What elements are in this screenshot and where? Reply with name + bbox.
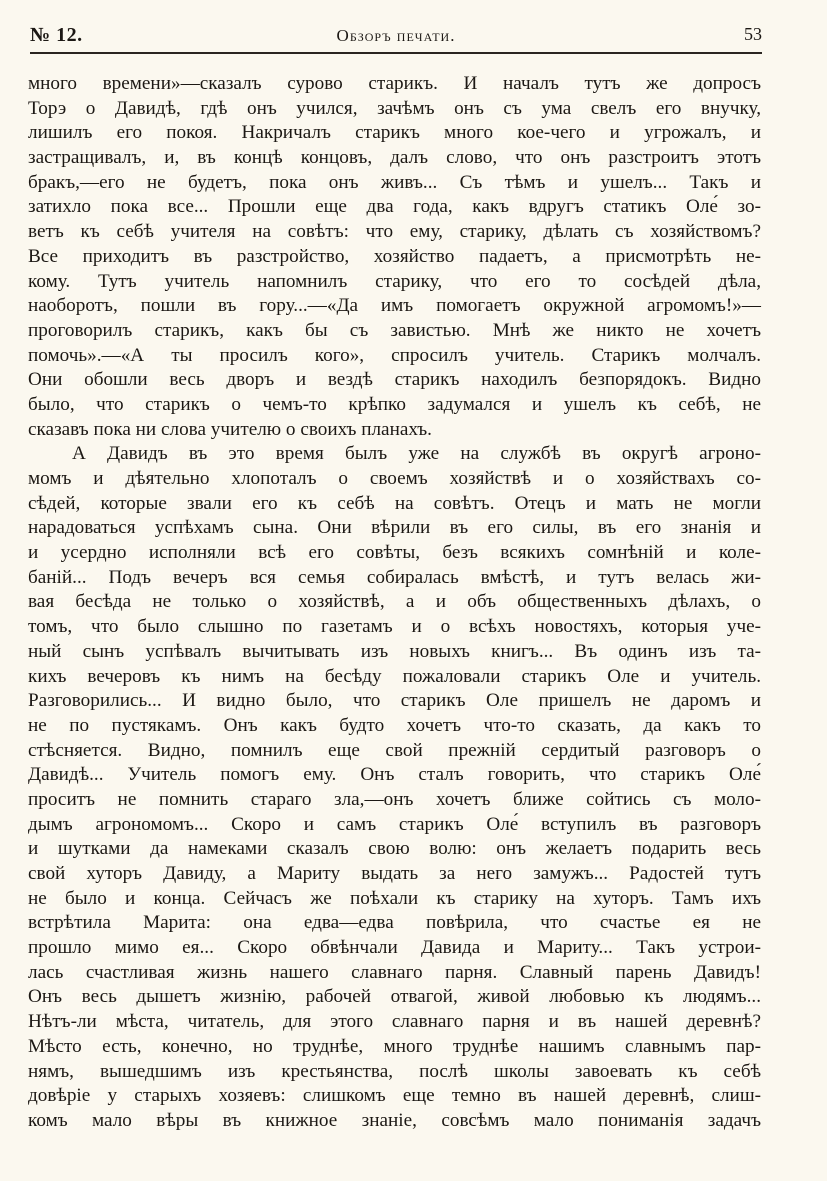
text-line: застращивалъ, и, въ концѣ концовъ, далъ слово, что онъ разстроитъ этотъ bbox=[28, 147, 761, 169]
text-line: Торэ о Давидѣ, гдѣ онъ учился, зачѣмъ онъ съ ума свелъ его внучку, bbox=[28, 97, 761, 119]
text-line: Мѣсто есть, конечно, но труднѣе, много труднѣе нашимъ славнымъ пар- bbox=[28, 1035, 761, 1057]
text-line: наоборотъ, пошли въ гору...—«Да имъ помогаетъ окружной агромомъ!»— bbox=[28, 295, 761, 317]
text-line: прошло мимо ея... Скоро обвѣнчали Давида и Мариту... Такъ устрои- bbox=[28, 937, 761, 959]
text-line: дымъ агрономомъ... Скоро и самъ старикъ Оле́ вступилъ въ разговоръ bbox=[28, 813, 761, 835]
text-line: и усердно исполняли всѣ его совѣты, безъ всякихъ сомнѣній и коле- bbox=[28, 542, 761, 564]
running-title: Обзоръ печати. bbox=[336, 26, 456, 45]
text-line: встрѣтила Марита: она едва—едва повѣрила, что счастье ея не bbox=[28, 912, 761, 934]
text-line: ный сынъ успѣвалъ вычитывать изъ новыхъ книгъ... Въ одинъ изъ та- bbox=[28, 640, 761, 662]
text-line: комъ мало вѣры въ книжное знаніе, совсѣмъ мало пониманія задачъ bbox=[28, 1109, 761, 1131]
text-line: вая бесѣда не только о хозяйствѣ, а и объ общественныхъ дѣлахъ, о bbox=[28, 591, 761, 613]
text-line: кихъ вечеровъ къ нимъ на бесѣду пожаловали старикъ Оле и учитель. bbox=[28, 665, 761, 687]
text-line: стѣсняется. Видно, помнилъ еще свой прежній сердитый разговоръ о bbox=[28, 739, 761, 761]
text-line: Нѣтъ-ли мѣста, читатель, для этого славнаго парня и въ нашей деревнѣ? bbox=[28, 1011, 761, 1033]
text-line: проговорилъ старикъ, какъ бы съ завистью. Мнѣ же никто не хочетъ bbox=[28, 319, 761, 341]
page-number: 53 bbox=[744, 24, 762, 44]
text-line: момъ и дѣятельно хлопоталъ о своемъ хозяйствѣ и о хозяйствахъ со- bbox=[28, 468, 761, 489]
text-line: Разговорились... И видно было, что старикъ Оле пришелъ не даромъ и bbox=[28, 690, 761, 712]
text-line: помочь».—«А ты просилъ кого», спросилъ учитель. Старикъ молчалъ. bbox=[28, 344, 761, 366]
text-line: проситъ не помнить стараго зла,—онъ хочетъ ближе сойтись съ моло- bbox=[28, 788, 761, 810]
text-line: Все приходитъ въ разстройство, хозяйство падаетъ, а присмотрѣть не- bbox=[28, 245, 761, 267]
text-line: томъ, что было слышно по газетамъ и о всѣхъ новостяхъ, которыя уче- bbox=[28, 616, 761, 638]
text-line: лась счастливая жизнь нашего славнаго парня. Славный парень Давидъ! bbox=[28, 961, 761, 983]
text-line: затихло пока все... Прошли еще два года, какъ вдругъ статикъ Оле́ зо- bbox=[28, 196, 761, 218]
body-text bbox=[28, 72, 761, 1134]
text-line: не по пустякамъ. Онъ какъ будто хочетъ что-то сказать, да какъ то bbox=[28, 714, 761, 736]
text-line: бракъ,—его не будетъ, пока онъ живъ... Съ тѣмъ и ушелъ... Такъ и bbox=[28, 171, 761, 193]
text-line: лишилъ его покоя. Накричалъ старикъ много кое-чего и угрожалъ, и bbox=[28, 122, 761, 144]
text-line: довѣріе у старыхъ хозяевъ: слишкомъ еще темно въ нашей деревнѣ, слиш- bbox=[28, 1085, 761, 1107]
text-line: ветъ къ себѣ учителя на совѣтъ: что ему, старику, дѣлать съ хозяйствомъ? bbox=[28, 221, 761, 243]
issue-number: № 12. bbox=[30, 24, 83, 46]
text-line: не было и конца. Сейчасъ же поѣхали къ старику на хуторъ. Тамъ ихъ bbox=[28, 887, 761, 909]
text-line: Давидѣ... Учитель помогъ ему. Онъ сталъ говорить, что старикъ Оле́ bbox=[28, 764, 761, 786]
text-line: нарадоваться успѣхамъ сына. Они вѣрили въ его силы, въ его знанія и bbox=[28, 517, 761, 539]
text-line: Онъ весь дышетъ жизнію, рабочей отвагой, живой любовью къ людямъ... bbox=[28, 986, 761, 1008]
text-line: свой хуторъ Давиду, а Мариту выдать за него замужъ... Радостей тутъ bbox=[28, 863, 761, 884]
page-header bbox=[30, 22, 762, 54]
text-line: сѣдей, которые звали его къ себѣ на совѣтъ. Отецъ и мать не могли bbox=[28, 492, 761, 514]
text-line: и шутками да намеками сказалъ свою волю: онъ желаетъ подарить весь bbox=[28, 838, 761, 860]
text-line: Они обошли весь дворъ и вездѣ старикъ находилъ безпорядокъ. Видно bbox=[28, 369, 761, 391]
text-line: много времени»—сказалъ сурово старикъ. И началъ тутъ же допросъ bbox=[28, 73, 761, 94]
text-line: нямъ, вышедшимъ изъ крестьянства, послѣ школы завоевать къ себѣ bbox=[28, 1060, 761, 1082]
text-line: сказавъ пока ни слова учителю о своихъ планахъ. bbox=[28, 418, 432, 440]
text-line: баній... Подъ вечеръ вся семья собиралась вмѣстѣ, и тутъ велась жи- bbox=[28, 566, 761, 588]
text-line: А Давидъ въ это время былъ уже на службѣ въ округѣ агроно- bbox=[72, 443, 761, 465]
text-line: кому. Тутъ учитель напомнилъ старику, что его то сосѣдей дѣла, bbox=[28, 270, 761, 292]
text-line: было, что старикъ о чемъ-то крѣпко задумался и ушелъ къ себѣ, не bbox=[28, 393, 761, 415]
